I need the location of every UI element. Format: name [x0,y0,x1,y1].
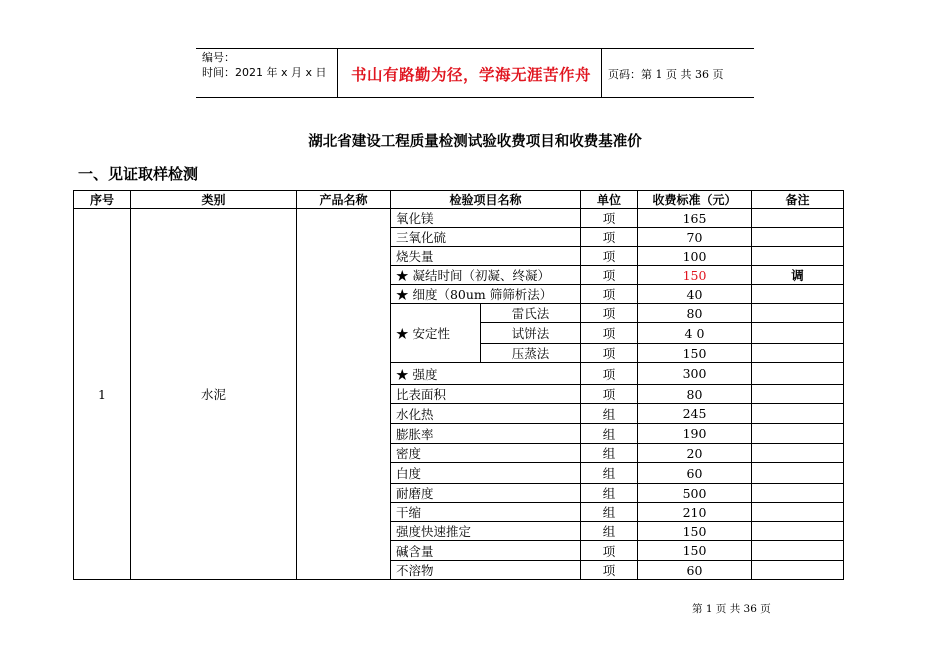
unit-cell: 组 [581,484,638,503]
item-cell: 耐磨度 [391,484,581,503]
fee-table [73,190,844,580]
price-cell: 60 [638,561,752,580]
item-cell: 强度快速推定 [391,522,581,541]
price-cell: 20 [638,444,752,463]
item-cell: 干缩 [391,503,581,522]
price-cell: 100 [638,247,752,266]
remark-cell [752,228,844,247]
product-cell [297,209,391,580]
header-price: 收费标准（元） [638,191,752,209]
unit-cell: 项 [581,323,638,344]
page-footer: 第 1 页 共 36 页 [692,603,771,615]
item-cell: ★ 强度 [391,363,581,385]
price-cell: 70 [638,228,752,247]
price-cell: 150 [638,522,752,541]
header-meta [202,50,327,80]
header-product: 产品名称 [297,191,391,209]
seq-cell: 1 [74,209,131,580]
price-cell: 245 [638,404,752,424]
price-cell: 150 [638,344,752,363]
code-label: 编号： [202,51,235,64]
price-cell: 150 [638,541,752,561]
item-cell: 烧失量 [391,247,581,266]
header-page-label: 页码：第 1 页 共 36 页 [608,68,724,81]
price-cell: 150 [638,266,752,285]
section-heading: 一、见证取样检测 [78,165,199,183]
item-cell: 膨胀率 [391,424,581,444]
header-remark: 备注 [752,191,844,209]
header-motto: 书山有路勤为径，学海无涯苦作舟 [350,65,591,84]
price-cell: 60 [638,463,752,484]
item-cell: 不溶物 [391,561,581,580]
unit-cell: 项 [581,304,638,323]
unit-cell: 组 [581,463,638,484]
remark-cell [752,385,844,404]
item-cell: 雷氏法 [481,304,581,323]
unit-cell: 项 [581,285,638,304]
unit-cell: 项 [581,363,638,385]
remark-cell [752,561,844,580]
remark-cell [752,323,844,344]
header-unit: 单位 [581,191,638,209]
remark-cell [752,444,844,463]
item-cell: 压蒸法 [481,344,581,363]
header-divider [601,49,602,97]
item-cell: 三氧化硫 [391,228,581,247]
price-cell: 165 [638,209,752,228]
table-row [74,209,844,228]
header-item: 检验项目名称 [391,191,581,209]
item-cell: ★ 凝结时间（初凝、终凝） [391,266,581,285]
item-cell: 白度 [391,463,581,484]
unit-cell: 组 [581,444,638,463]
remark-cell [752,424,844,444]
table-header-row [74,191,844,209]
remark-cell [752,247,844,266]
item-cell: 氧化镁 [391,209,581,228]
remark-cell [752,463,844,484]
remark-cell [752,209,844,228]
remark-cell [752,404,844,424]
unit-cell: 项 [581,247,638,266]
unit-cell: 项 [581,385,638,404]
price-cell: 4 0 [638,323,752,344]
item-cell: 试饼法 [481,323,581,344]
remark-cell [752,363,844,385]
item-cell: 水化热 [391,404,581,424]
category-cell: 水泥 [131,209,297,580]
price-cell: 80 [638,385,752,404]
unit-cell: 项 [581,541,638,561]
unit-cell: 组 [581,404,638,424]
unit-cell: 组 [581,522,638,541]
price-cell: 210 [638,503,752,522]
item-cell: 密度 [391,444,581,463]
remark-cell [752,484,844,503]
item-cell: 比表面积 [391,385,581,404]
unit-cell: 项 [581,266,638,285]
price-cell: 500 [638,484,752,503]
item-cell: ★ 细度（80um 筛筛析法） [391,285,581,304]
remark-cell [752,503,844,522]
document-title: 湖北省建设工程质量检测试验收费项目和收费基准价 [308,134,642,150]
unit-cell: 项 [581,228,638,247]
price-cell: 300 [638,363,752,385]
unit-cell: 组 [581,503,638,522]
remark-cell: 调 [752,266,844,285]
price-cell: 40 [638,285,752,304]
unit-cell: 项 [581,209,638,228]
remark-cell [752,522,844,541]
remark-cell [752,541,844,561]
unit-cell: 项 [581,561,638,580]
remark-cell [752,285,844,304]
item-cell: 碱含量 [391,541,581,561]
header-seq: 序号 [74,191,131,209]
unit-cell: 项 [581,344,638,363]
unit-cell: 组 [581,424,638,444]
stability-group-cell: ★ 安定性 [391,304,481,363]
remark-cell [752,304,844,323]
header-category: 类别 [131,191,297,209]
price-cell: 190 [638,424,752,444]
remark-cell [752,344,844,363]
header-divider [337,49,338,97]
price-cell: 80 [638,304,752,323]
page-header [196,48,754,98]
time-label: 时间：2021 年 x 月 x 日 [202,66,327,79]
